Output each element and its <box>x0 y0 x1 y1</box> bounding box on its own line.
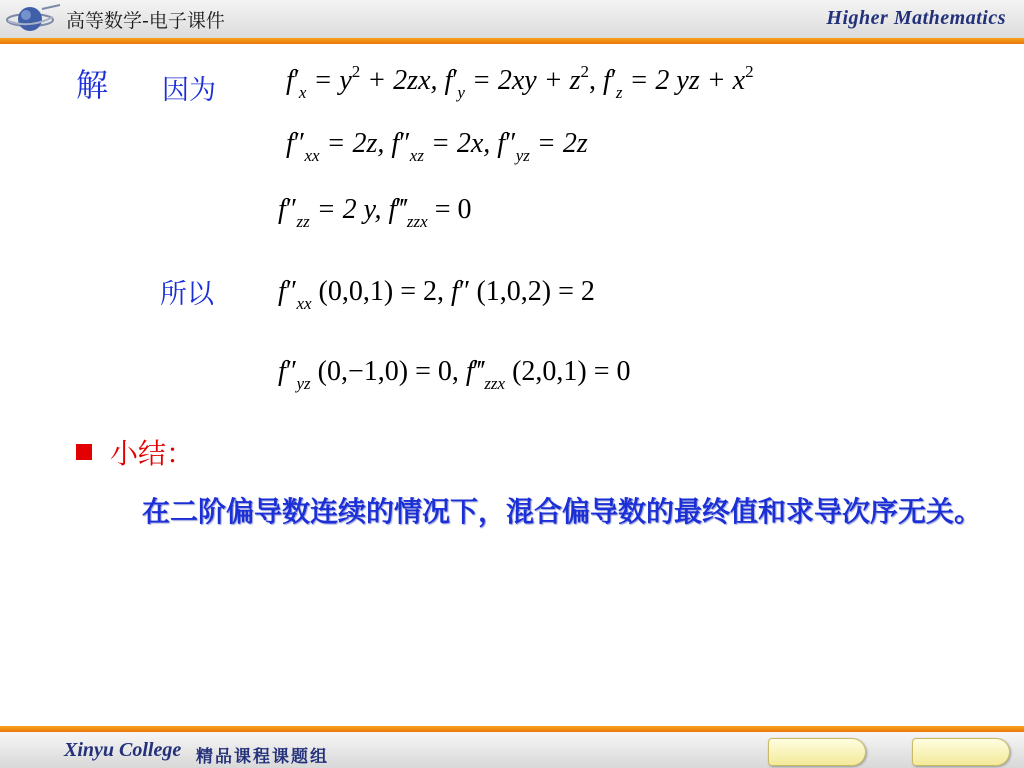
college-name: Xinyu College <box>64 739 182 761</box>
solution-label: 解 <box>76 66 109 104</box>
summary-title: 小结： <box>110 437 195 470</box>
next-slide-button[interactable] <box>912 738 1010 766</box>
planet-logo-icon <box>6 3 62 35</box>
equation-third-partials: $f''_{zz} = 2$ y, $f‴_{zzx} = 0$ <box>278 194 472 231</box>
equation-values-1: $f''_{xx}$ (0,0,1) = 2, f″ (1,0,2) = 2 <box>278 276 595 313</box>
previous-slide-button[interactable] <box>768 738 866 766</box>
because-label: 因为 <box>162 75 216 106</box>
brand-title: Higher Mathematics <box>826 7 1006 29</box>
summary-bullet <box>76 444 92 460</box>
summary-body: 在二阶偏导数连续的情况下，混合偏导数的最终值和求导次序无关。 <box>142 495 983 528</box>
course-title: 高等数学-电子课件 <box>66 10 225 32</box>
equation-values-2: $f''_{yz}$ (0,−1,0) = 0, $f‴_{zzx}$ (2,0,1) = 0 <box>278 356 631 393</box>
therefore-label: 所以 <box>160 279 214 310</box>
equation-first-partials: $f'_x = y^2 + 2zx$, $f'_y = 2xy + z^2$, $f'_z = 2$ yz + $x^2$ <box>286 62 754 102</box>
header-divider <box>0 38 1024 44</box>
equation-second-partials: $f''_{xx} = 2z$, $f''_{xz} = 2x$, $f''_{yz} = 2z$ <box>286 128 588 165</box>
course-group: 精品课程课题组 <box>196 747 329 767</box>
